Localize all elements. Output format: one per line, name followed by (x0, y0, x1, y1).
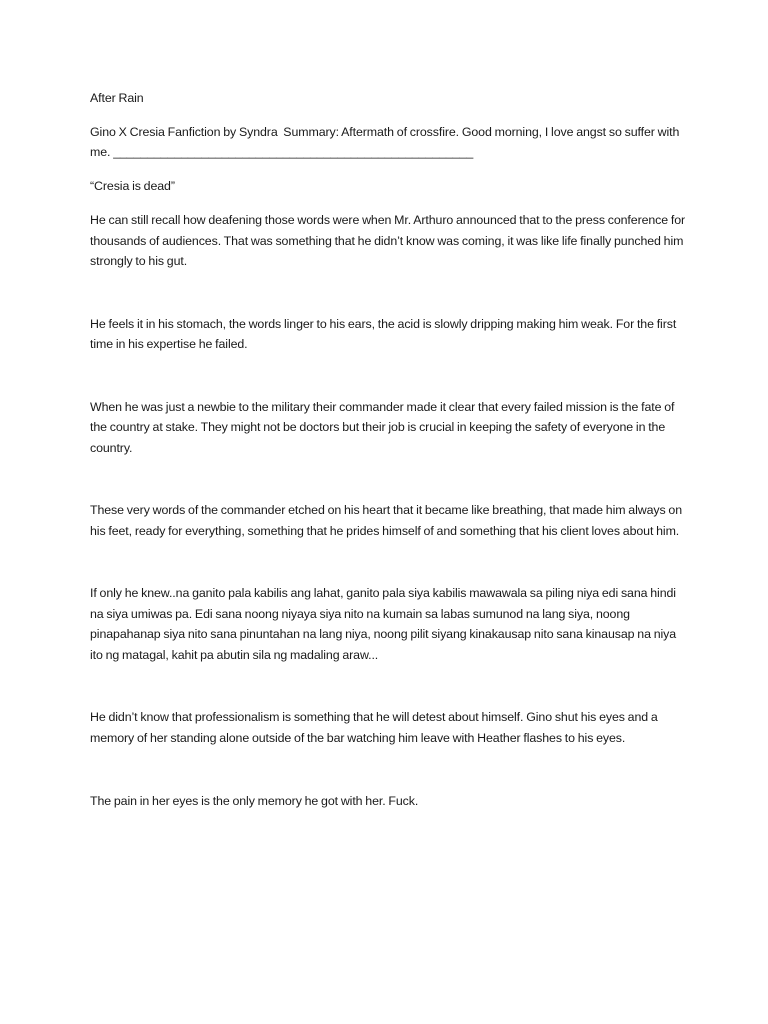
story-paragraph-2: He feels it in his stomach, the words linger to his ears, the acid is slowly dripping making him weak. For the first time in his expertise he failed. (90, 316, 680, 351)
document-title: After Rain (90, 91, 144, 105)
story-paragraph-6: He didn’t know that professionalism is something that he will detest about himself. Gino shut his eyes and a memory of her standing alone outside of the bar watching him leave with Heather flashes to his eyes. (90, 710, 661, 745)
story-paragraph-5: If only he knew..na ganito pala kabilis ang lahat, ganito pala siya kabilis mawawala sa piling niya edi sana hindi na siya umiwas pa. Edi sana noong niyaya siya nito na kumain sa labas sumunod na lang siya, noong pinapahanap siya nito sana pinuntahan na lang niya, noong pilit siyang kinakausap nito sana kinausap na niya ito ng matagal, kahit pa abutin sila ng madaling araw... (90, 586, 679, 662)
quote-line: “Cresia is dead” (90, 178, 175, 193)
summary-paragraph: Gino X Cresia Fanfiction by Syndra Summary: Aftermath of crossfire. Good morning, I love angst so suffer with me. _____________________________________________________ (90, 124, 683, 159)
story-paragraph-7: The pain in her eyes is the only memory he got with her. Fuck. (90, 794, 419, 808)
document-body (90, 88, 690, 812)
story-paragraph-4: These very words of the commander etched on his heart that it became like breathing, that made him always on his feet, ready for everything, something that he prides himself of and something that his client loves about him. (90, 503, 685, 538)
story-paragraph-3: When he was just a newbie to the military their commander made it clear that every failed mission is the fate of the country at stake. They might not be doctors but their job is crucial in keeping the safety of everyone in the country. (90, 399, 678, 455)
story-paragraph-1: He can still recall how deafening those words were when Mr. Arthuro announced that to the press conference for thousands of audiences. That was something that he didn’t know was coming, it was like life finally punched him strongly to his gut. (90, 213, 688, 268)
